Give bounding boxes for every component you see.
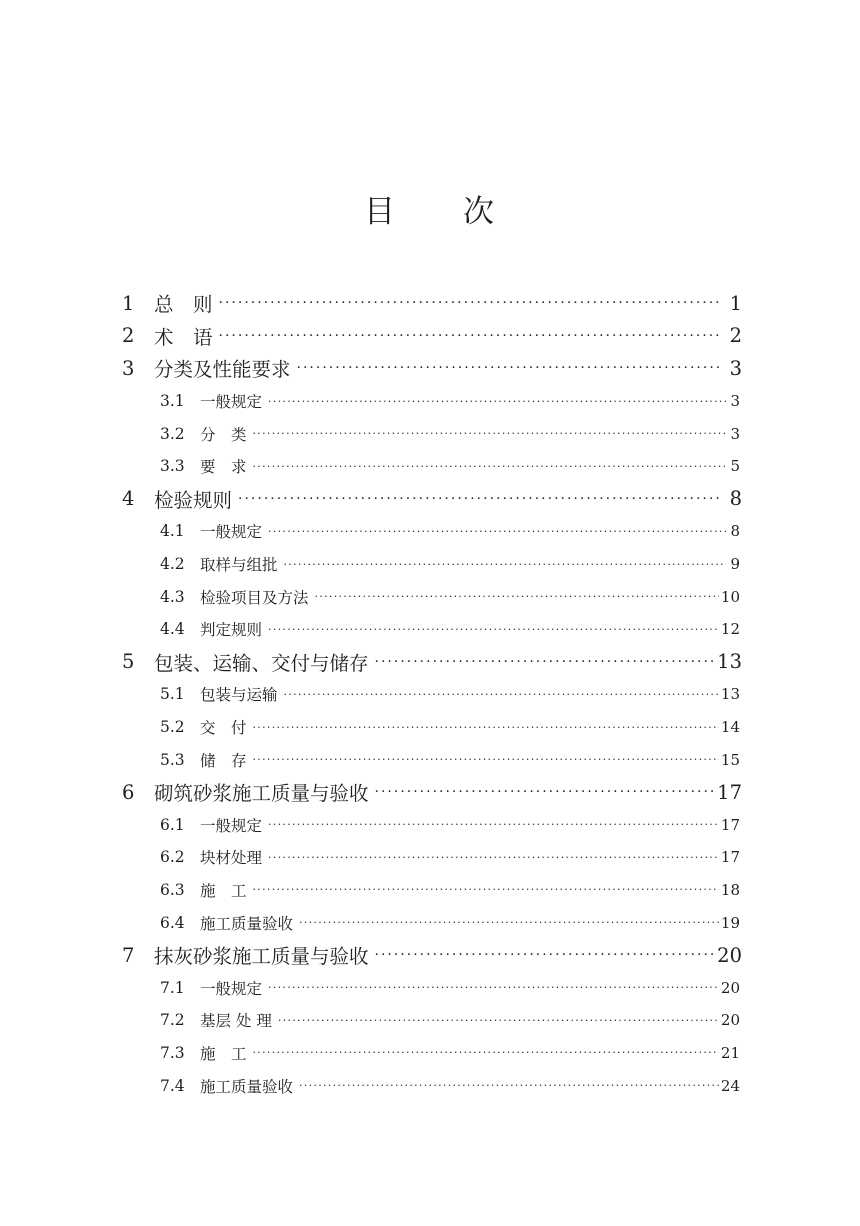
dot-leader xyxy=(268,981,719,994)
toc-section[interactable] xyxy=(0,515,740,548)
toc-section[interactable] xyxy=(0,417,740,450)
toc-number: 1 xyxy=(122,291,135,315)
toc-page-number: 24 xyxy=(720,1076,740,1095)
toc-chapter[interactable] xyxy=(0,646,742,679)
toc-page-number: 17 xyxy=(720,848,740,867)
dot-leader xyxy=(219,328,720,344)
toc-page-number: 14 xyxy=(720,718,740,737)
table-of-contents xyxy=(0,287,860,1102)
toc-label: 要 求 xyxy=(200,458,247,477)
toc-label: 总 则 xyxy=(154,293,213,317)
toc-page-number: 20 xyxy=(720,978,740,997)
toc-section[interactable] xyxy=(0,1004,740,1037)
toc-section[interactable] xyxy=(0,1037,740,1070)
dot-leader xyxy=(253,1046,719,1059)
toc-number: 4 xyxy=(122,487,135,511)
toc-number: 6.2 xyxy=(160,848,185,867)
toc-section[interactable] xyxy=(0,1069,740,1102)
dot-leader xyxy=(253,460,726,473)
toc-section[interactable] xyxy=(0,809,740,842)
dot-leader xyxy=(253,721,719,734)
toc-number: 4.3 xyxy=(160,587,185,606)
toc-page-number: 19 xyxy=(720,913,740,932)
toc-number: 7.1 xyxy=(160,978,185,997)
dot-leader xyxy=(315,590,719,603)
toc-label: 基层 处 理 xyxy=(200,1012,272,1031)
toc-page-number: 13 xyxy=(720,685,740,704)
toc-label: 检验项目及方法 xyxy=(200,588,309,607)
toc-page-number: 3 xyxy=(729,356,742,380)
toc-label: 一般规定 xyxy=(200,979,263,998)
toc-label: 一般规定 xyxy=(200,393,263,412)
dot-leader xyxy=(284,688,719,701)
toc-label: 交 付 xyxy=(200,719,247,738)
toc-number: 6.4 xyxy=(160,913,185,932)
dot-leader xyxy=(284,558,726,571)
toc-number: 7.2 xyxy=(160,1011,185,1030)
toc-label: 施工质量验收 xyxy=(200,1077,294,1096)
toc-number: 3 xyxy=(122,356,135,380)
toc-label: 分类及性能要求 xyxy=(154,358,291,382)
toc-page-number: 20 xyxy=(720,1011,740,1030)
toc-chapter[interactable] xyxy=(0,776,742,809)
toc-chapter[interactable] xyxy=(0,352,742,385)
toc-section[interactable] xyxy=(0,548,740,581)
toc-section[interactable] xyxy=(0,450,740,483)
toc-number: 3.1 xyxy=(160,392,185,411)
toc-number: 7.4 xyxy=(160,1076,185,1095)
toc-section[interactable] xyxy=(0,711,740,744)
toc-page-number: 1 xyxy=(729,291,742,315)
toc-chapter[interactable] xyxy=(0,483,742,516)
dot-leader xyxy=(299,1079,719,1092)
toc-label: 包装、运输、交付与储存 xyxy=(154,651,369,675)
dot-leader xyxy=(268,623,719,636)
dot-leader xyxy=(219,295,720,311)
toc-number: 4.2 xyxy=(160,555,185,574)
dot-leader xyxy=(268,525,726,538)
dot-leader xyxy=(375,947,716,963)
dot-leader xyxy=(297,360,720,376)
toc-label: 包装与运输 xyxy=(200,686,278,705)
toc-label: 块材处理 xyxy=(200,849,263,868)
toc-page-number: 10 xyxy=(720,587,740,606)
toc-section[interactable] xyxy=(0,385,740,418)
toc-number: 6.3 xyxy=(160,880,185,899)
toc-page-number: 3 xyxy=(730,424,740,443)
toc-number: 4.1 xyxy=(160,522,185,541)
toc-number: 6.1 xyxy=(160,815,185,834)
toc-label: 术 语 xyxy=(154,325,213,349)
toc-section[interactable] xyxy=(0,613,740,646)
toc-page-number: 9 xyxy=(730,555,740,574)
toc-page-number: 5 xyxy=(730,457,740,476)
toc-page-number: 17 xyxy=(720,815,740,834)
toc-label: 判定规则 xyxy=(200,621,263,640)
toc-section[interactable] xyxy=(0,841,740,874)
toc-label: 一般规定 xyxy=(200,816,263,835)
toc-number: 5.3 xyxy=(160,750,185,769)
dot-leader xyxy=(299,916,719,929)
toc-section[interactable] xyxy=(0,906,740,939)
dot-leader xyxy=(375,784,716,800)
dot-leader xyxy=(268,818,719,831)
dot-leader xyxy=(268,395,726,408)
toc-label: 检验规则 xyxy=(154,488,233,512)
toc-number: 3.2 xyxy=(160,424,185,443)
toc-page-number: 15 xyxy=(720,750,740,769)
toc-number: 7.3 xyxy=(160,1043,185,1062)
dot-leader xyxy=(253,427,726,440)
toc-number: 5.2 xyxy=(160,718,185,737)
toc-number: 5.1 xyxy=(160,685,185,704)
dot-leader xyxy=(268,851,719,864)
toc-page-number: 18 xyxy=(720,880,740,899)
toc-page-number: 20 xyxy=(717,943,742,967)
dot-leader xyxy=(375,654,716,670)
toc-chapter[interactable] xyxy=(0,939,742,972)
toc-section[interactable] xyxy=(0,743,740,776)
toc-page-number: 8 xyxy=(730,522,740,541)
dot-leader xyxy=(253,883,719,896)
toc-label: 分 类 xyxy=(200,425,247,444)
toc-page-number: 8 xyxy=(729,487,742,511)
page-title: 目 次 xyxy=(364,194,496,230)
toc-section[interactable] xyxy=(0,971,740,1004)
toc-number: 6 xyxy=(122,780,135,804)
toc-chapter[interactable] xyxy=(0,320,742,353)
toc-label: 储 存 xyxy=(200,751,247,770)
toc-number: 2 xyxy=(122,324,135,348)
toc-page-number: 3 xyxy=(730,392,740,411)
toc-page-number: 12 xyxy=(720,620,740,639)
toc-number: 7 xyxy=(122,943,135,967)
toc-section[interactable] xyxy=(0,678,740,711)
toc-number: 5 xyxy=(122,650,135,674)
toc-chapter[interactable] xyxy=(0,287,742,320)
toc-page-number: 13 xyxy=(717,650,742,674)
toc-number: 4.4 xyxy=(160,620,185,639)
toc-label: 一般规定 xyxy=(200,523,263,542)
toc-label: 施工质量验收 xyxy=(200,914,294,933)
toc-section[interactable] xyxy=(0,874,740,907)
toc-label: 施 工 xyxy=(200,881,247,900)
toc-page-number: 21 xyxy=(720,1043,740,1062)
toc-label: 取样与组批 xyxy=(200,556,278,575)
toc-section[interactable] xyxy=(0,580,740,613)
toc-page-number: 2 xyxy=(729,324,742,348)
toc-label: 砌筑砂浆施工质量与验收 xyxy=(154,782,369,806)
dot-leader xyxy=(253,753,719,766)
toc-number: 3.3 xyxy=(160,457,185,476)
toc-label: 施 工 xyxy=(200,1044,247,1063)
dot-leader xyxy=(278,1014,719,1027)
toc-label: 抹灰砂浆施工质量与验收 xyxy=(154,945,369,969)
toc-page-number: 17 xyxy=(717,780,742,804)
dot-leader xyxy=(238,491,720,507)
